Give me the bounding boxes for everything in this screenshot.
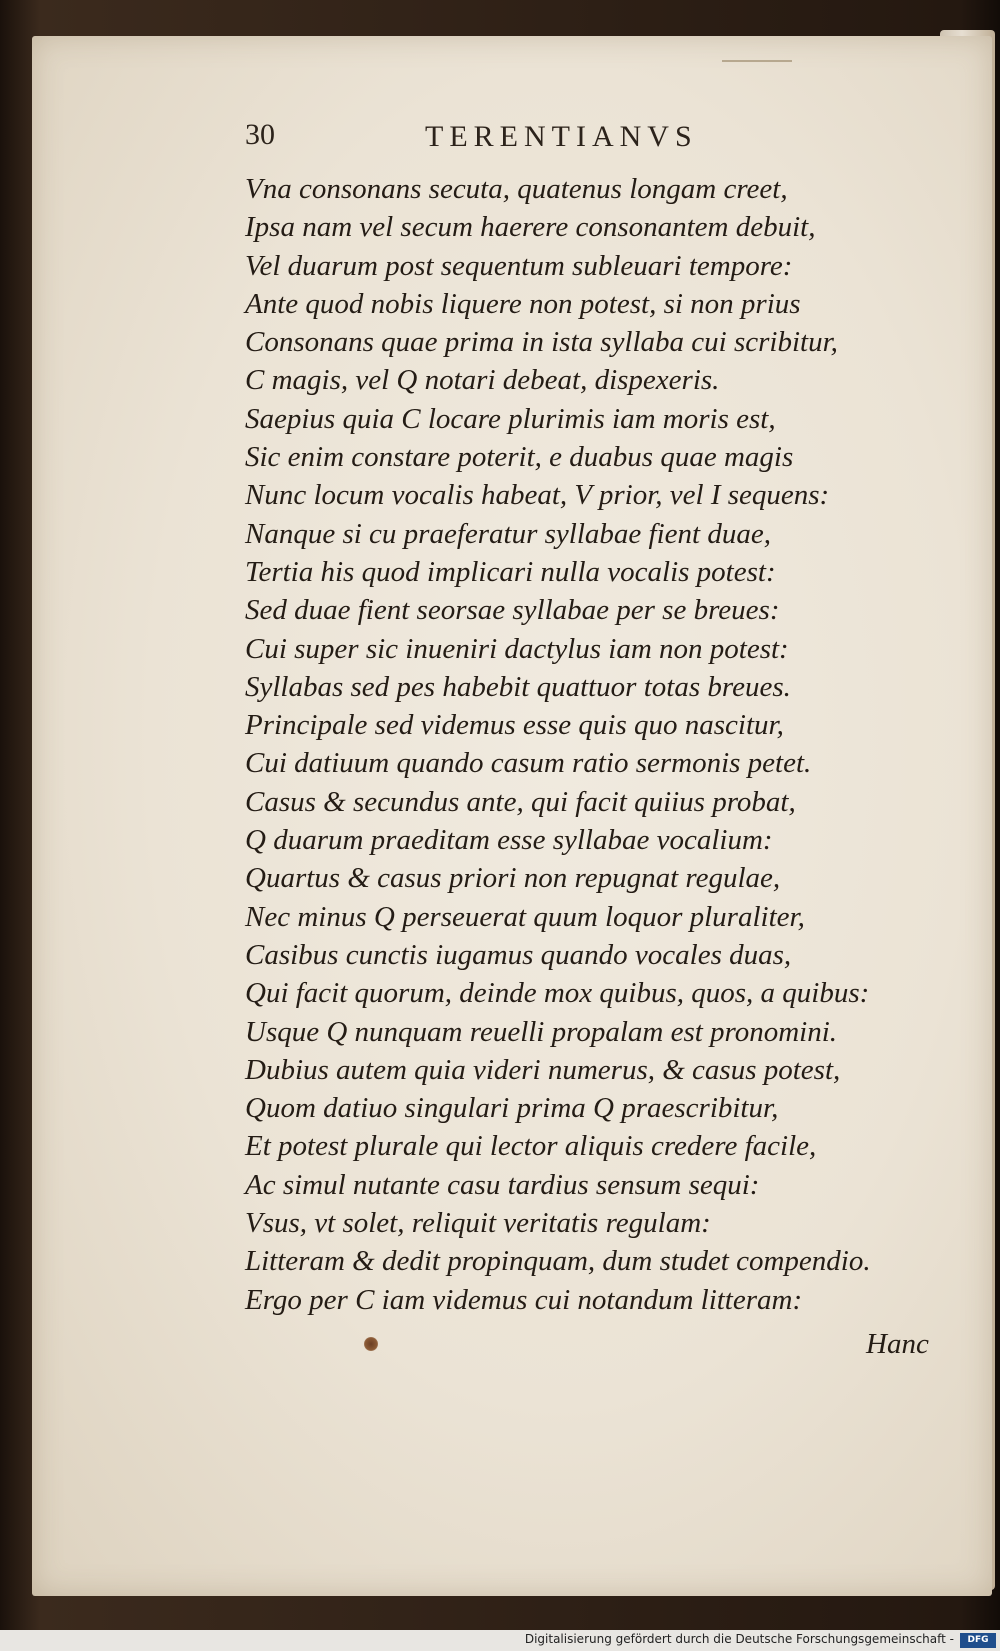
- verse-line: Cui super sic inueniri dactylus iam non potest:: [245, 632, 789, 665]
- verse-line: Sic enim constare poterit, e duabus quae magis: [245, 441, 794, 474]
- page-header: [245, 118, 755, 168]
- verse-line: Nanque si cu praeferatur syllabae fient duae,: [245, 517, 771, 550]
- verse-line: C magis, vel Q notari debeat, dispexeris.: [245, 364, 720, 397]
- verse-line: Cui datiuum quando casum ratio sermonis petet.: [245, 747, 812, 780]
- verse-line: Syllabas sed pes habebit quattuor totas breues.: [245, 670, 791, 703]
- verse-line: Usque Q nunquam reuelli propalam est pronomini.: [245, 1015, 838, 1048]
- verse-line: Ac simul nutante casu tardius sensum sequi:: [245, 1168, 760, 1201]
- verse-line: Principale sed videmus esse quis quo nascitur,: [245, 709, 784, 742]
- verse-line: Nec minus Q perseuerat quum loquor pluraliter,: [245, 900, 805, 933]
- verse-line: Vel duarum post sequentum subleuari tempore:: [245, 249, 793, 282]
- verse-line: Quom datiuo singulari prima Q praescribitur,: [245, 1092, 779, 1125]
- verse-line: Qui facit quorum, deinde mox quibus, quos, a quibus:: [245, 977, 870, 1010]
- digitization-footer: [0, 1630, 1000, 1651]
- verse-line: Vna consonans secuta, quatenus longam creet,: [245, 173, 788, 205]
- verse-line: Dubius autem quia videri numerus, & casus potest,: [245, 1053, 841, 1086]
- verse-text: [245, 170, 945, 1319]
- verse-line: Consonans quae prima in ista syllaba cui scribitur,: [245, 326, 838, 359]
- verse-line: Nunc locum vocalis habeat, V prior, vel I sequens:: [245, 479, 830, 512]
- catchword: Hanc: [866, 1328, 929, 1360]
- funding-credit: Digitalisierung gefördert durch die Deutsche Forschungsgemeinschaft -: [524, 1632, 954, 1646]
- verse-line: Sed duae fient seorsae syllabae per se breues:: [245, 594, 780, 627]
- dfg-logo: DFG: [960, 1633, 996, 1648]
- running-title: TERENTIANVS: [425, 120, 698, 153]
- verse-line: Q duarum praeditam esse syllabae vocalium:: [245, 824, 773, 857]
- verse-line: Ergo per C iam videmus cui notandum litteram:: [245, 1283, 803, 1316]
- verse-line: Vsus, vt solet, reliquit veritatis regulam:: [245, 1207, 711, 1240]
- verse-line: Casibus cunctis iugamus quando vocales duas,: [245, 938, 792, 971]
- verse-line: Tertia his quod implicari nulla vocalis potest:: [245, 555, 776, 588]
- page-number: 30: [245, 118, 275, 151]
- verse-line: Et potest plurale qui lector aliquis credere facile,: [245, 1130, 817, 1163]
- page-mark: [722, 60, 792, 62]
- verse-line: Saepius quia C locare plurimis iam moris est,: [245, 402, 776, 435]
- verse-line: Casus & secundus ante, qui facit quiius probat,: [245, 785, 796, 818]
- verse-line: Quartus & casus priori non repugnat regulae,: [245, 862, 781, 895]
- verse-line: Ante quod nobis liquere non potest, si non prius: [245, 287, 801, 320]
- ink-stain: [364, 1337, 378, 1351]
- verse-line: Litteram & dedit propinquam, dum studet compendio.: [245, 1245, 871, 1278]
- verse-line: Ipsa nam vel secum haerere consonantem debuit,: [245, 211, 816, 244]
